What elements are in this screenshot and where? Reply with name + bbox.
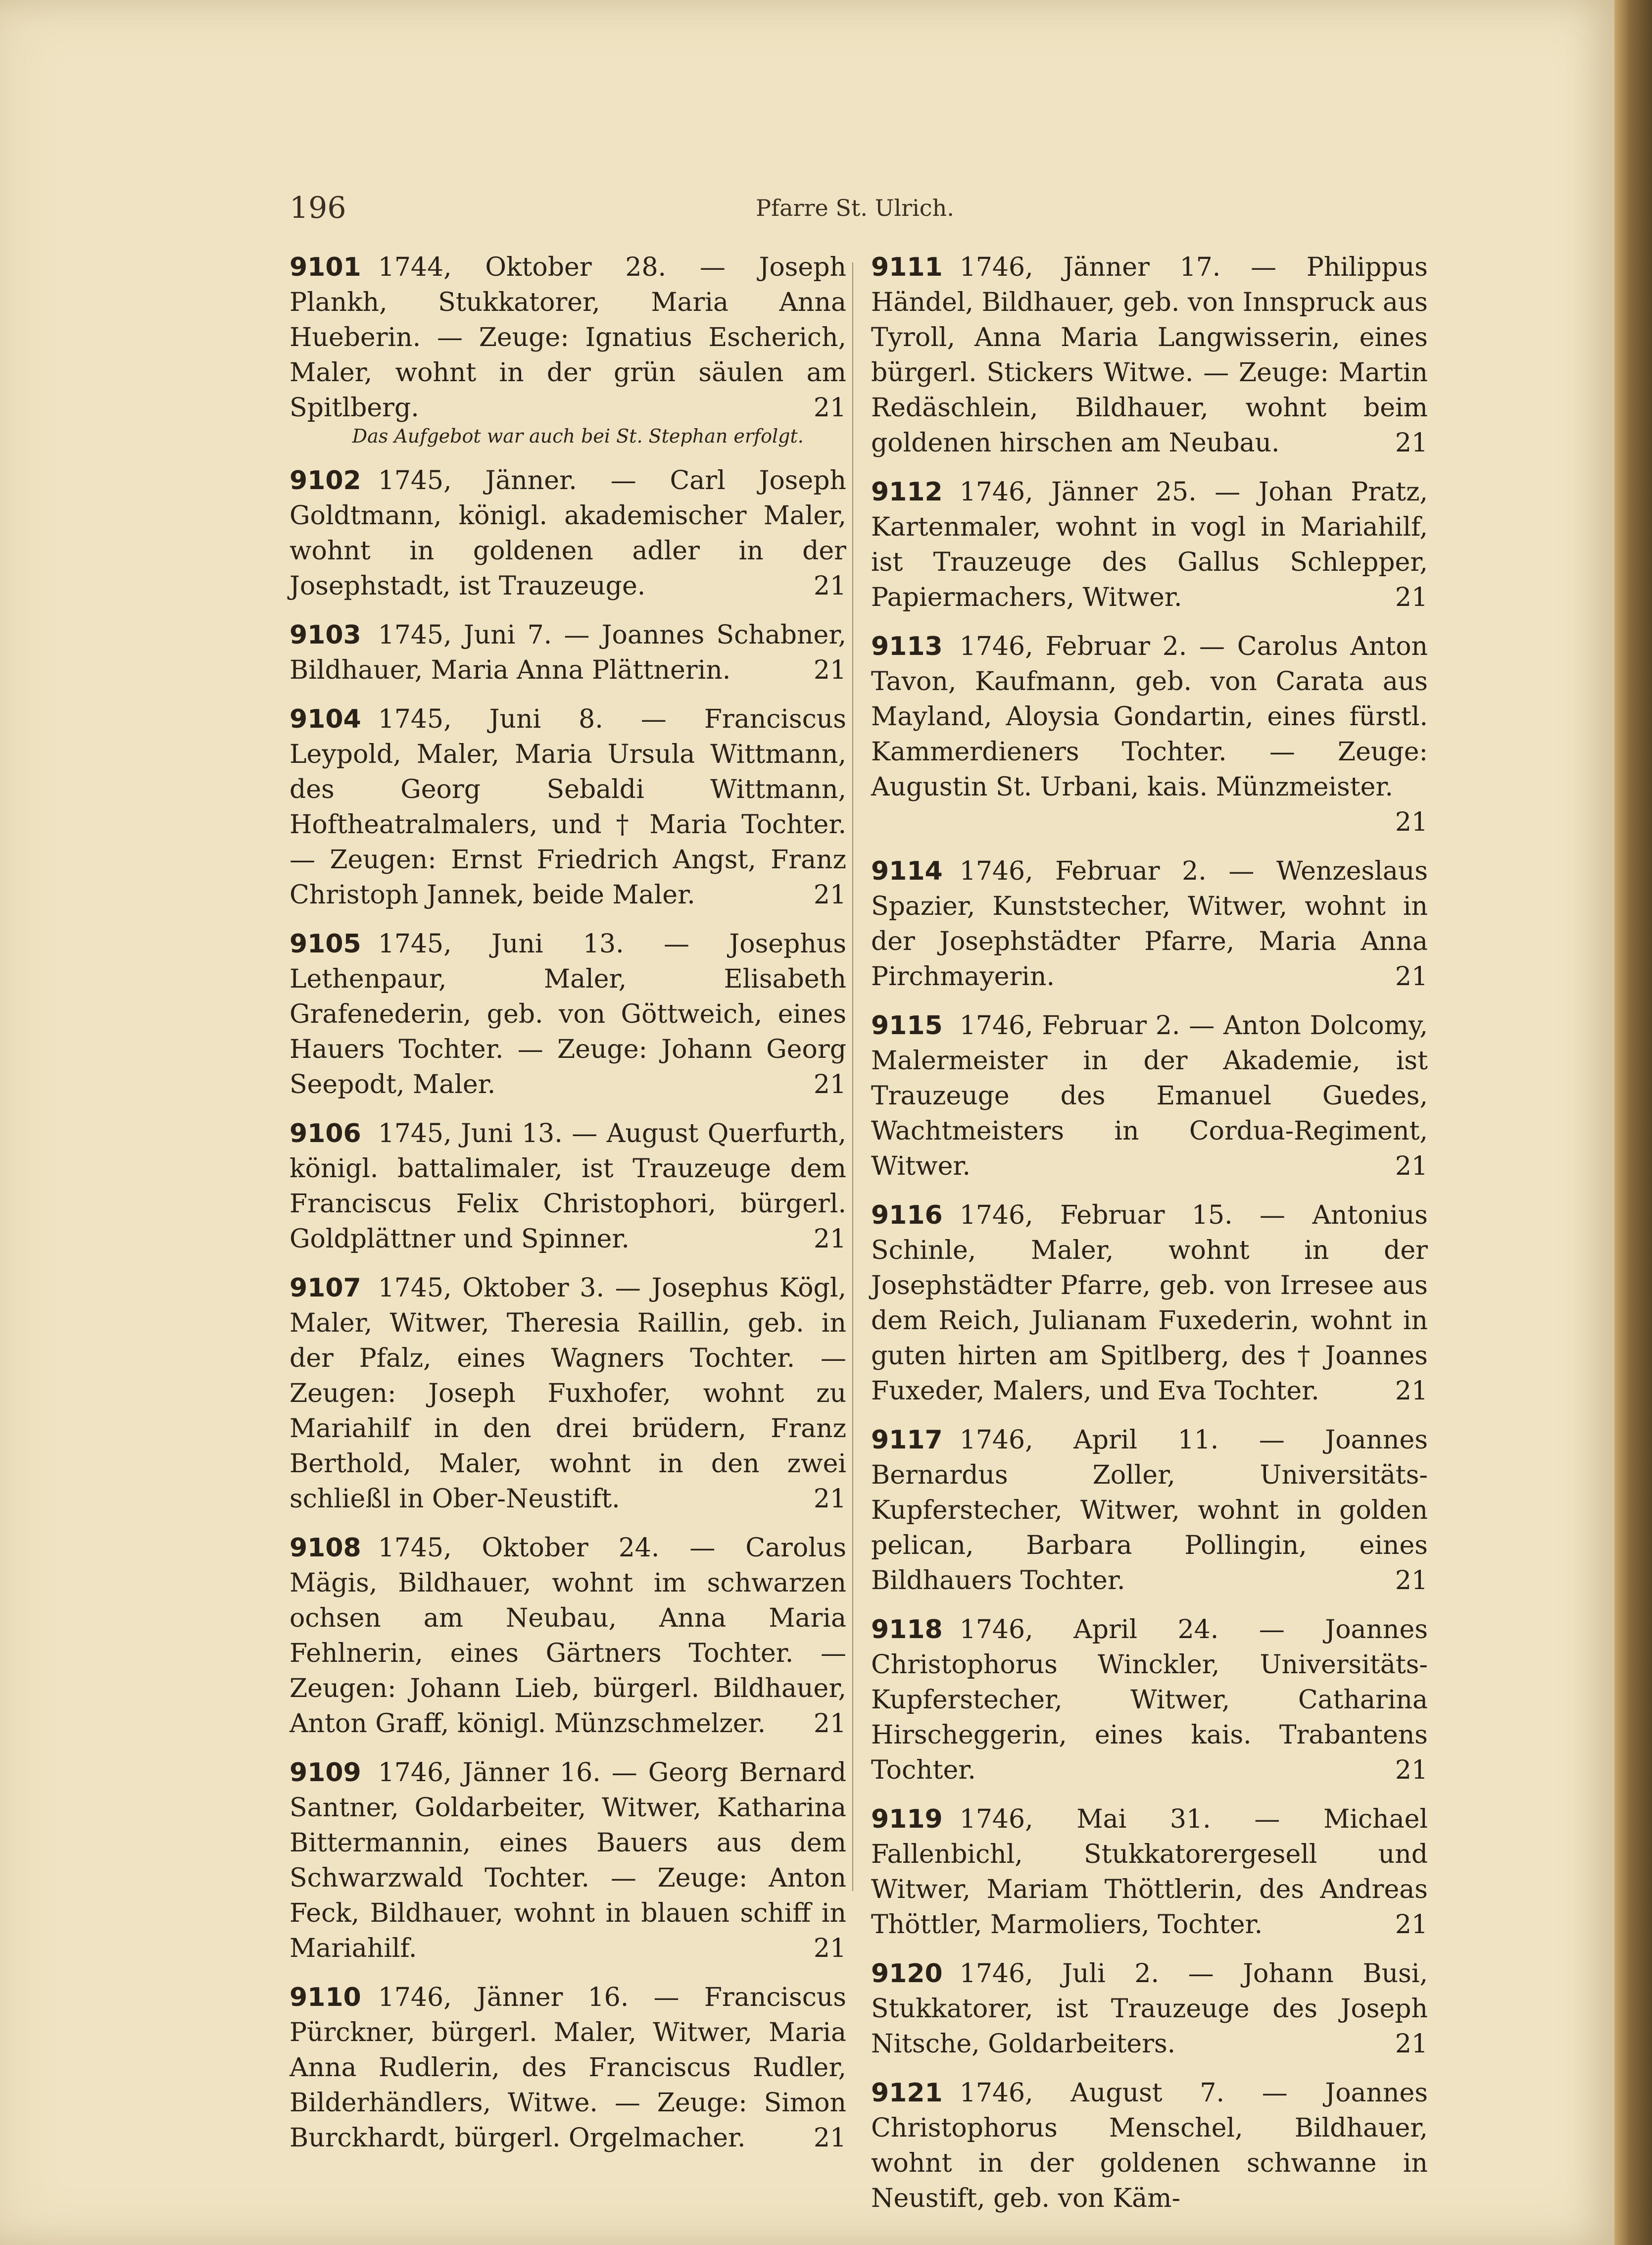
entry-text: 1745, Juni 13. — August Querfurth, königl. battalimaler, ist Trauzeuge dem Franciscus Felix Christophori, bürgerl. Goldplättner und Spinner. — [290, 1119, 846, 1254]
entry-number: 9114 — [871, 856, 943, 886]
register-entry — [290, 618, 846, 688]
entry-number: 9113 — [871, 632, 943, 661]
entry-text: 1745, Oktober 3. — Josephus Kögl, Maler, Witwer, Theresia Raillin, geb. in der Pfalz, eines Wagners Tochter. — Zeugen: Joseph Fuxhofer, wohnt zu Mariahilf in den drei brüdern, Franz Berthold, Maler, wohnt in den zwei schließl in Ober-Neustift. — [290, 1273, 846, 1514]
entry-reference: 21 — [813, 1224, 846, 1254]
entry-number: 9102 — [290, 466, 361, 496]
entry-text: 1746, Februar 2. — Wenzeslaus Spazier, Kunststecher, Witwer, wohnt in der Josephstädter Pfarre, Maria Anna Pirchmayerin. — [871, 856, 1428, 992]
entry-reference: 21 — [813, 393, 846, 423]
register-entry — [871, 1802, 1428, 1943]
entry-number: 9116 — [871, 1200, 943, 1230]
entry-text: 1745, Juni 8. — Franciscus Leypold, Maler, Maria Ursula Wittmann, des Georg Sebaldi Wittmann, Hoftheatralmalers, und † Maria Tochter. — Zeugen: Ernst Friedrich Angst, Franz Christoph Jannek, beide Maler. — [290, 704, 846, 910]
entry-text: 1746, Jänner 16. — Georg Bernard Santner, Goldarbeiter, Witwer, Katharina Bittermannin, eines Bauers aus dem Schwarzwald Tochter. — Zeuge: Anton Feck, Bildhauer, wohnt in blauen schiff in Mariahilf. — [290, 1758, 846, 1963]
entry-text: 1746, August 7. — Joannes Christophorus Menschel, Bildhauer, wohnt in der goldenen schwanne in Neustift, geb. von Käm- — [871, 2078, 1428, 2213]
entry-number: 9108 — [290, 1533, 361, 1563]
entry-number: 9120 — [871, 1959, 943, 1989]
entry-text: 1746, Juli 2. — Johann Busi, Stukkatorer, ist Trauzeuge des Joseph Nitsche, Goldarbeiters. — [871, 1959, 1428, 2059]
register-entry — [871, 1198, 1428, 1409]
entry-text: 1746, Jänner 25. — Johan Pratz, Kartenmaler, wohnt in vogl in Mariahilf, ist Trauzeuge des Gallus Schlepper, Papiermachers, Witwer. — [871, 477, 1428, 612]
entry-reference: 21 — [813, 655, 846, 685]
register-entry — [290, 1531, 846, 1742]
register-entry — [871, 475, 1428, 615]
entry-text: 1744, Oktober 28. — Joseph Plankh, Stukkatorer, Maria Anna Hueberin. — Zeuge: Ignatius Escherich, Maler, wohnt in der grün säulen am Spitlberg. — [290, 252, 846, 423]
entry-number: 9105 — [290, 929, 361, 959]
entry-text: 1746, Jänner 16. — Franciscus Pürckner, bürgerl. Maler, Witwer, Maria Anna Rudlerin, des Franciscus Rudler, Bilderhändlers, Witwe. — Zeuge: Simon Burckhardt, bürgerl. Orgelmacher. — [290, 1983, 846, 2153]
register-entry — [871, 854, 1428, 995]
register-entry — [871, 2076, 1428, 2216]
entry-text: 1746, April 11. — Joannes Bernardus Zoller, Universitäts-Kupferstecher, Witwer, wohnt in golden pelican, Barbara Pollingin, eines Bildhauers Tochter. — [871, 1425, 1428, 1596]
page-edge — [1614, 0, 1652, 2245]
entry-reference: 21 — [1395, 428, 1428, 458]
entry-reference: 21 — [1395, 583, 1428, 612]
entry-reference: 21 — [813, 2123, 846, 2153]
entry-number: 9104 — [290, 704, 361, 734]
entry-reference: 21 — [1395, 1376, 1428, 1406]
entry-number: 9118 — [871, 1615, 943, 1645]
entry-text: 1745, Juni 13. — Josephus Lethenpaur, Maler, Elisabeth Grafenederin, geb. von Göttweich, eines Hauers Tochter. — Zeuge: Johann Georg Seepodt, Maler. — [290, 929, 846, 1099]
entry-number: 9115 — [871, 1011, 943, 1041]
register-entry — [871, 629, 1428, 840]
entry-text: 1745, Jänner. — Carl Joseph Goldtmann, königl. akademischer Maler, wohnt in goldenen adler in der Josephstadt, ist Trauzeuge. — [290, 466, 846, 601]
entry-reference: 21 — [1395, 1910, 1428, 1940]
entry-number: 9109 — [290, 1758, 361, 1788]
entry-reference: 21 — [813, 1484, 846, 1514]
right-column — [871, 250, 1428, 2230]
entry-reference: 21 — [1395, 2029, 1428, 2059]
register-entry — [871, 250, 1428, 461]
entry-reference: 21 — [813, 1934, 846, 1963]
entry-number: 9111 — [871, 252, 943, 282]
entry-reference: 21 — [1395, 807, 1428, 837]
entry-number: 9121 — [871, 2078, 943, 2108]
register-entry — [871, 1423, 1428, 1598]
entry-number: 9107 — [290, 1273, 361, 1303]
entry-number: 9112 — [871, 477, 943, 507]
entry-text: 1745, Juni 7. — Joannes Schabner, Bildhauer, Maria Anna Plättnerin. — [290, 620, 846, 685]
register-entry — [290, 1271, 846, 1517]
entry-number: 9106 — [290, 1119, 361, 1148]
entry-number: 9117 — [871, 1425, 943, 1455]
register-entry — [871, 1612, 1428, 1788]
running-title: Pfarre St. Ulrich. — [756, 195, 954, 221]
entry-note: Das Aufgebot war auch bei St. Stephan erfolgt. — [352, 425, 804, 447]
register-entry — [290, 250, 846, 449]
page-number: 196 — [290, 191, 346, 225]
entry-text: 1746, April 24. — Joannes Christophorus Winckler, Universitäts-Kupferstecher, Witwer, Catharina Hirscheggerin, eines kais. Trabantens Tochter. — [871, 1615, 1428, 1785]
entry-text: 1746, Februar 2. — Anton Dolcomy, Malermeister in der Akademie, ist Trauzeuge des Emanuel Guedes, Wachtmeisters in Cordua-Regiment, Witwer. — [871, 1011, 1428, 1181]
entry-number: 9101 — [290, 252, 361, 282]
entry-reference: 21 — [813, 571, 846, 601]
entry-text: 1746, Februar 15. — Antonius Schinle, Maler, wohnt in der Josephstädter Pfarre, geb. von Irresee aus dem Reich, Julianam Fuxederin, wohnt in guten hirten am Spitlberg, des † Joannes Fuxeder, Malers, und Eva Tochter. — [871, 1200, 1428, 1406]
register-entry — [290, 927, 846, 1102]
entry-reference: 21 — [1395, 1755, 1428, 1785]
entry-text: 1746, Februar 2. — Carolus Anton Tavon, Kaufmann, geb. von Carata aus Mayland, Aloysia Gondartin, eines fürstl. Kammerdieners Tochter. — Zeuge: Augustin St. Urbani, kais. Münzmeister. — [871, 632, 1428, 802]
register-entry — [290, 463, 846, 604]
entry-text: 1746, Mai 31. — Michael Fallenbichl, Stukkatorergesell und Witwer, Mariam Thöttlerin, des Andreas Thöttler, Marmoliers, Tochter. — [871, 1804, 1428, 1940]
column-divider — [852, 262, 853, 1891]
register-entry — [290, 1116, 846, 1257]
entry-reference: 21 — [813, 880, 846, 910]
register-entry — [290, 1755, 846, 1966]
entry-reference: 21 — [1395, 1566, 1428, 1596]
entry-number: 9103 — [290, 620, 361, 650]
entry-reference: 21 — [1395, 1151, 1428, 1181]
entry-reference: 21 — [1395, 962, 1428, 992]
entry-text: 1746, Jänner 17. — Philippus Händel, Bildhauer, geb. von Innspruck aus Tyroll, Anna Maria Langwisserin, eines bürgerl. Stickers Witwe. — Zeuge: Martin Redäschlein, Bildhauer, wohnt beim goldenen hirschen am Neubau. — [871, 252, 1428, 458]
register-entry — [871, 1956, 1428, 2062]
left-column — [290, 250, 846, 2170]
entry-reference: 21 — [813, 1070, 846, 1099]
entry-number: 9110 — [290, 1983, 361, 2012]
entry-reference: 21 — [813, 1709, 846, 1739]
entry-number: 9119 — [871, 1804, 943, 1834]
register-entry — [871, 1008, 1428, 1184]
register-entry — [290, 1980, 846, 2156]
entry-text: 1745, Oktober 24. — Carolus Mägis, Bildhauer, wohnt im schwarzen ochsen am Neubau, Anna Maria Fehlnerin, eines Gärtners Tochter. — Zeugen: Johann Lieb, bürgerl. Bildhauer, Anton Graff, königl. Münzschmelzer. — [290, 1533, 846, 1739]
register-entry — [290, 702, 846, 913]
page-header — [290, 191, 1420, 230]
